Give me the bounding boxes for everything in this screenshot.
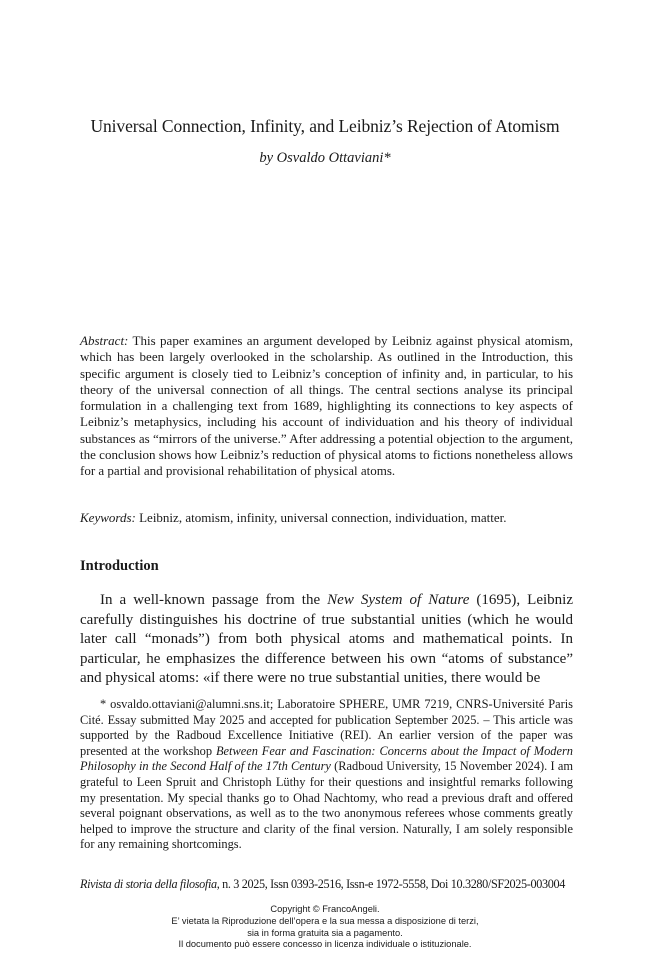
copyright-line: E’ vietata la Riproduzione dell’opera e la sua messa a disposizione di terzi, xyxy=(171,915,479,926)
footnote xyxy=(80,697,573,853)
footnote-part1: * osvaldo.ottaviani@alumni.sns.it; Laboratoire SPHERE, UMR 7219, CNRS-Université Paris Cité. Essay submitted May 2025 and accepted for publication September 2025. – This article was supported by the Radboud Excellence Initiative (REI). An earlier version of the paper was presented at the workshop xyxy=(80,697,573,758)
footnote-part2: (Radboud University, 15 November 2024). I am grateful to Leen Spruit and Christoph Lüthy for their questions and insightful remarks following my presentation. My special thanks go to Ohad Nachtomy, who read a previous draft and offered several poignant observations, as well as to the two anonymous referees whose comments greatly helped to improve the structure and clarity of the final version. Naturally, I am solely responsible for any remaining shortcomings. xyxy=(80,759,574,852)
keywords xyxy=(80,510,573,526)
paper-title: Universal Connection, Infinity, and Leibniz’s Rejection of Atomism xyxy=(90,116,560,136)
copyright-line: Il documento può essere concesso in licenza individuale o istituzionale. xyxy=(178,939,472,950)
keywords-text: Leibniz, atomism, infinity, universal connection, individuation, matter. xyxy=(135,510,507,525)
copyright-notice xyxy=(0,904,650,951)
copyright-line: Copyright © FrancoAngeli. xyxy=(270,904,380,914)
journal-citation xyxy=(80,877,573,892)
keywords-label: Keywords: xyxy=(80,510,136,525)
cited-work-title: New System of Nature xyxy=(327,592,470,608)
copyright-line: sia in forma gratuita sia a pagamento. xyxy=(247,927,403,938)
body-text-part2: (1695), Leibniz carefully distinguishes his doctrine of true substantial unities (which he would later call “monads”) from both physical atoms and mathematical points. In particular, he emphasizes the difference between his own “atoms of substance” and physical atoms: «if there were no true substantial unities, there would be xyxy=(80,592,573,687)
abstract xyxy=(80,333,573,480)
abstract-label: Abstract: xyxy=(80,333,129,348)
section-heading: Introduction xyxy=(80,558,159,574)
workshop-title: Between Fear and Fascination: Concerns about the Impact of Modern Philosophy in the Second Half of the 17th Century xyxy=(80,743,573,774)
abstract-text: This paper examines an argument developed by Leibniz against physical atomism, which has been largely overlooked in the scholarship. As outlined in the Introduction, this specific argument is closely tied to Leibniz’s conception of infinity and, in particular, to his theory of the universal connection of all things. The central sections analyse its principal formulation in a challenging text from 1689, highlighting its connections to key aspects of Leibniz’s metaphysics, including his account of individuation and his theory of individual substances as “mirrors of the universe.” After addressing a potential objection to the argument, the conclusion shows how Leibniz’s reduction of physical atoms to fictions nonetheless allows for a partial and provisional rehabilitation of physical atoms. xyxy=(80,333,573,479)
journal-details: , n. 3 2025, Issn 0393-2516, Issn-e 1972-5558, Doi 10.3280/SF2025-003004 xyxy=(216,877,565,891)
body-paragraph xyxy=(80,591,573,689)
journal-name: Rivista di storia della filosofia xyxy=(80,877,217,891)
body-text-part1: In a well-known passage from the xyxy=(100,592,328,608)
author-byline: by Osvaldo Ottaviani* xyxy=(259,150,391,166)
